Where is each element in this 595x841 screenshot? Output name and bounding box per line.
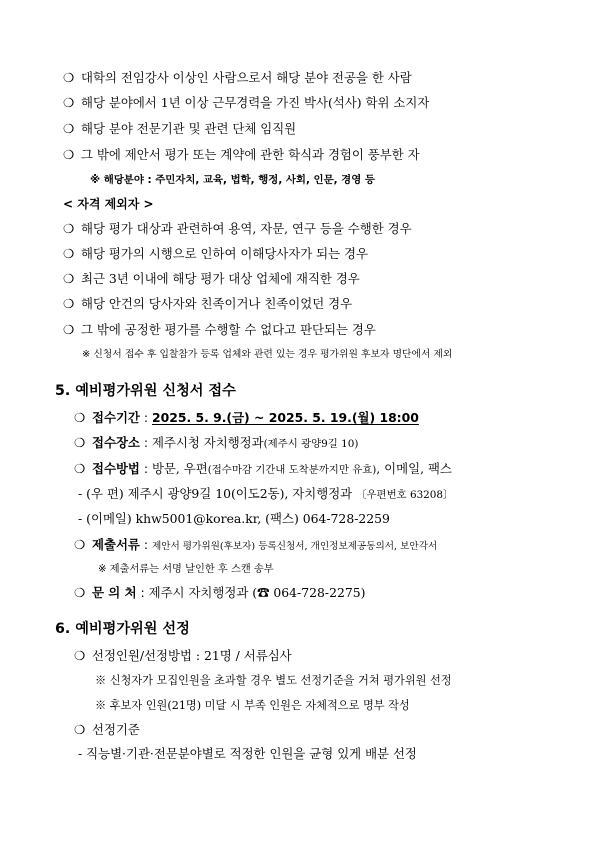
circle-bullet-icon: ❍ xyxy=(63,95,75,110)
exclusion-item xyxy=(63,246,368,262)
docs-note: ※ 제출서류는 서명 날인한 후 스캔 송부 xyxy=(98,564,274,575)
qual-item-text: 해당 분야에서 1년 이상 근무경력을 가진 박사(석사) 학위 소지자 xyxy=(81,95,430,110)
selection-method: 선정인원/선정방법 : 21명 / 서류심사 xyxy=(92,648,292,663)
mail-row xyxy=(78,486,453,503)
qual-item xyxy=(63,70,412,86)
section-6-title: 6. 예비평가위원 선정 xyxy=(55,621,190,637)
place-value: 제주시청 자치행정과 xyxy=(151,435,264,450)
place-label: 접수장소 xyxy=(92,435,140,450)
criteria-row xyxy=(74,722,140,738)
dash-marker: - xyxy=(78,486,83,501)
qual-item xyxy=(63,147,420,163)
mail-line: (우 편) 제주시 광양9길 10(이도2동), 자치행정과 xyxy=(86,486,353,501)
place-sub: (제주시 광양9길 10) xyxy=(263,438,359,450)
circle-bullet-icon: ❍ xyxy=(74,585,86,600)
phone-icon: ☎ xyxy=(257,585,270,600)
qual-item-text: 해당 분야 전문기관 및 관련 단체 임직원 xyxy=(81,121,297,136)
circle-bullet-icon: ❍ xyxy=(63,70,75,85)
exclusion-item xyxy=(63,271,360,287)
contact-label: 문 의 처 xyxy=(92,585,137,600)
selection-note: ※ 후보자 인원(21명) 미달 시 부족 인원은 자체적으로 명부 작성 xyxy=(95,699,410,712)
place-row: ❍ 접수장소 : 제주시청 자치행정과(제주시 광양9길 10) xyxy=(74,435,359,450)
email-row xyxy=(78,511,390,527)
contact-value: 제주시 자치행정과 ( xyxy=(148,585,258,600)
circle-bullet-icon: ❍ xyxy=(63,322,75,337)
docs-value: 제안서 평가위원(후보자) 등록신청서, 개인정보제공동의서, 보안각서 xyxy=(151,541,438,552)
exclusion-item-text: 해당 평가 대상과 관련하여 용역, 자문, 연구 등을 수행한 경우 xyxy=(81,221,412,236)
period-label: 접수기간 xyxy=(92,410,140,425)
circle-bullet-icon: ❍ xyxy=(74,537,86,552)
docs-row: ❍ 제출서류 : 제안서 평가위원(후보자) 등록신청서, 개인정보제공동의서, 보안각서 xyxy=(74,537,438,552)
criteria-label: 선정기준 xyxy=(92,722,140,737)
dash-marker: - xyxy=(78,746,83,761)
circle-bullet-icon: ❍ xyxy=(74,410,86,425)
section-5-title: 5. 예비평가위원 신청서 접수 xyxy=(55,383,236,399)
period-value: 2025. 5. 9.(금) ~ 2025. 5. 19.(월) 18:00 xyxy=(151,410,419,425)
exclusion-item xyxy=(63,296,352,312)
circle-bullet-icon: ❍ xyxy=(63,121,75,136)
exclusion-item-text: 그 밖에 공정한 평가를 수행할 수 없다고 판단되는 경우 xyxy=(81,322,376,337)
exclusion-title: < 자격 제외자 > xyxy=(63,197,154,211)
circle-bullet-icon: ❍ xyxy=(63,296,75,311)
docs-label: 제출서류 xyxy=(92,537,140,552)
criteria-line-row xyxy=(78,746,417,762)
method-row: ❍ 접수방법 : 방문, 우편(접수마감 기간내 도착분까지만 유효), 이메일, 팩스 xyxy=(74,461,452,476)
fields-note: ※ 해당분야 : 주민자치, 교육, 법학, 행정, 사회, 인문, 경영 등 xyxy=(90,174,375,186)
exclusion-item-text: 해당 안건의 당사자와 친족이거나 친족이었던 경우 xyxy=(81,296,353,311)
exclusion-item xyxy=(63,322,376,338)
circle-bullet-icon: ❍ xyxy=(74,461,86,476)
contact-phone: 064-728-2275) xyxy=(269,585,366,600)
exclusion-item-text: 최근 3년 이내에 해당 평가 대상 업체에 재직한 경우 xyxy=(81,271,360,286)
method-label: 접수방법 xyxy=(92,461,140,476)
method-sub: (접수마감 기간내 도착분까지만 유효) xyxy=(207,464,377,476)
circle-bullet-icon: ❍ xyxy=(74,435,86,450)
email-line: (이메일) khw5001@korea.kr, (팩스) 064-728-2259 xyxy=(86,511,390,526)
selection-method-row xyxy=(74,648,292,664)
exclusion-note: ※ 신청서 접수 후 입찰참가 등록 업체와 관련 있는 경우 평가위원 후보자 명단에서 제외 xyxy=(82,349,453,360)
qual-item xyxy=(63,95,429,111)
exclusion-item xyxy=(63,221,412,237)
method-post: , 이메일, 팩스 xyxy=(376,461,452,476)
circle-bullet-icon: ❍ xyxy=(63,246,75,261)
qual-item xyxy=(63,121,296,137)
circle-bullet-icon: ❍ xyxy=(63,271,75,286)
selection-note: ※ 신청자가 모집인원을 초과할 경우 별도 선정기준을 거쳐 평가위원 선정 xyxy=(95,674,452,687)
period-row: ❍ 접수기간 : 2025. 5. 9.(금) ~ 2025. 5. 19.(월) 18:00 xyxy=(74,410,419,425)
criteria-line: 직능별·기관·전문분야별로 적정한 인원을 균형 있게 배분 선정 xyxy=(86,746,417,761)
qual-item-text: 그 밖에 제안서 평가 또는 계약에 관한 학식과 경험이 풍부한 자 xyxy=(81,147,420,162)
circle-bullet-icon: ❍ xyxy=(63,221,75,236)
circle-bullet-icon: ❍ xyxy=(63,147,75,162)
qual-item-text: 대학의 전임강사 이상인 사람으로서 해당 분야 전공을 한 사람 xyxy=(81,70,412,85)
exclusion-item-text: 해당 평가의 시행으로 인하여 이해당사자가 되는 경우 xyxy=(81,246,368,261)
method-pre: 방문, 우편 xyxy=(151,461,208,476)
dash-marker: - xyxy=(78,511,83,526)
contact-row: ❍ 문 의 처 : 제주시 자치행정과 (☎ 064-728-2275) xyxy=(74,585,366,600)
circle-bullet-icon: ❍ xyxy=(74,722,86,737)
circle-bullet-icon: ❍ xyxy=(74,648,86,663)
postal-code: 〔우편번호 63208〕 xyxy=(356,489,454,501)
